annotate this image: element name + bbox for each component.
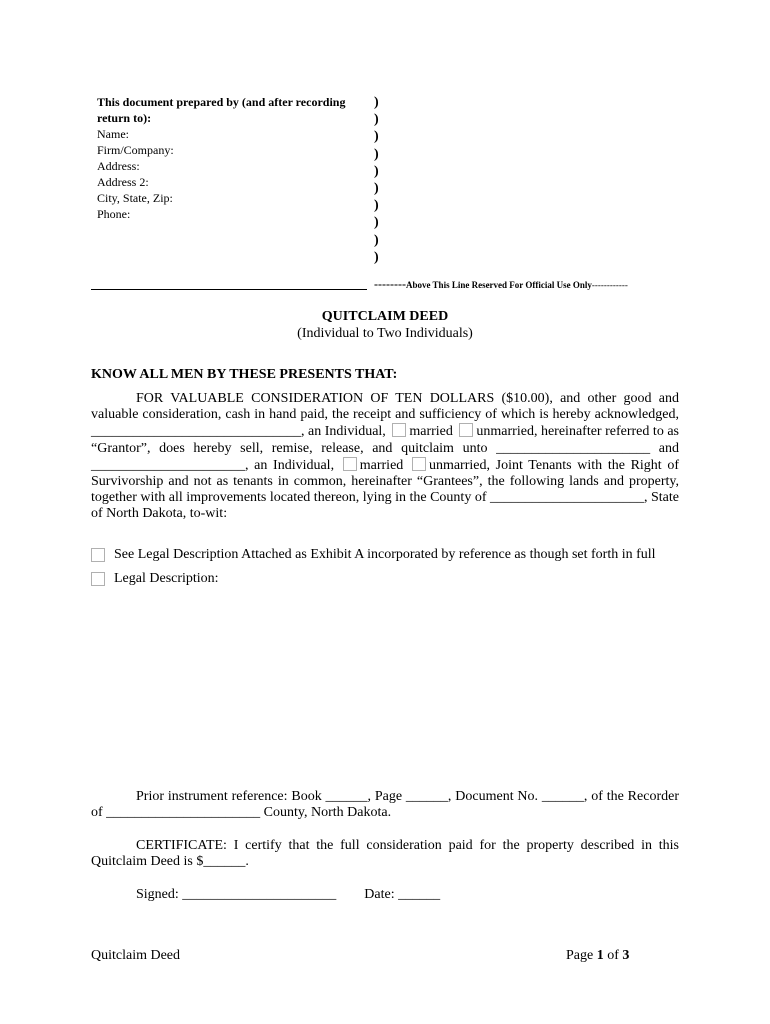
grantor-unmarried-checkbox[interactable] bbox=[459, 423, 473, 437]
page-prefix: Page bbox=[566, 948, 597, 963]
prior-instrument-text: Prior instrument reference: Book ______, Page ______, Document No. ______, of the Recorder of ______________________ County, North Dakota. bbox=[91, 789, 679, 821]
know-all-men-heading: KNOW ALL MEN BY THESE PRESENTS THAT: bbox=[91, 367, 398, 382]
certificate-text: CERTIFICATE: I certify that the full consideration paid for the property described in this Quitclaim Deed is $______. bbox=[91, 838, 679, 870]
grantor-married-checkbox[interactable] bbox=[392, 423, 406, 437]
field-city-label: City, State, Zip: bbox=[97, 191, 173, 205]
page-current: 1 bbox=[596, 948, 604, 963]
legal-description-option[interactable] bbox=[91, 571, 219, 587]
certificate-paragraph bbox=[91, 838, 679, 870]
bracket-column: ) ) ) ) ) ) ) ) ) ) bbox=[374, 95, 379, 265]
field-address2-label: Address 2: bbox=[97, 175, 149, 189]
page-total: 3 bbox=[622, 948, 630, 963]
prior-instrument-paragraph bbox=[91, 789, 679, 821]
official-use-text: Above This Line Reserved For Official Use Only bbox=[405, 280, 592, 290]
preparer-block bbox=[97, 94, 367, 222]
header-divider bbox=[91, 289, 367, 290]
official-tail-dashes: ------------ bbox=[591, 280, 628, 290]
footer-document-name: Quitclaim Deed bbox=[91, 948, 181, 963]
footer-page-number bbox=[566, 948, 629, 964]
grant-text-a: FOR VALUABLE CONSIDERATION OF TEN DOLLARS ($10.00), and other good and valuable consideration, cash in hand paid, the receipt and sufficiency of which is hereby acknowledged, ______________________________, an Individual, bbox=[91, 391, 679, 440]
page-of: of bbox=[603, 948, 623, 963]
legal-description-label: Legal Description: bbox=[114, 571, 219, 586]
exhibit-label: See Legal Description Attached as Exhibit A incorporated by reference as though set forth in full bbox=[114, 547, 656, 562]
married-label-1: married bbox=[409, 424, 453, 440]
grant-text-b: unmarried, hereinafter referred to as “Grantor”, does hereby sell, remise, release, and quitclaim unto ______________________ and ______________________, an Individual, bbox=[91, 424, 680, 473]
signed-field: Signed: ______________________ bbox=[136, 887, 337, 902]
field-address-label: Address: bbox=[97, 159, 140, 173]
field-phone-label: Phone: bbox=[97, 207, 131, 221]
official-dashes: -------- bbox=[374, 277, 406, 291]
grantee-married-checkbox[interactable] bbox=[343, 457, 357, 471]
legal-description-checkbox[interactable] bbox=[91, 572, 105, 586]
exhibit-checkbox[interactable] bbox=[91, 548, 105, 562]
signature-line bbox=[136, 887, 440, 903]
grantee-unmarried-checkbox[interactable] bbox=[412, 457, 426, 471]
official-use-line bbox=[374, 277, 628, 292]
grant-text-c: unmarried, Joint Tenants with the Right of Survivorship and not as tenants in common, hereinafter “Grantees”, the following lands and property, together with all improvements located thereon, lying in the County of ______________________, State of North Dakota, to-wit: bbox=[91, 457, 680, 522]
deed-title: QUITCLAIM DEED bbox=[321, 309, 449, 324]
exhibit-option[interactable] bbox=[91, 547, 656, 563]
field-firm-label: Firm/Company: bbox=[97, 143, 174, 157]
prepared-by-heading: This document prepared by (and after recording return to): bbox=[97, 95, 346, 125]
field-name-label: Name: bbox=[97, 127, 129, 141]
deed-subtitle: (Individual to Two Individuals) bbox=[297, 326, 473, 341]
date-field: Date: ______ bbox=[364, 887, 441, 902]
married-label-2: married bbox=[359, 457, 404, 473]
grant-paragraph bbox=[91, 391, 679, 523]
